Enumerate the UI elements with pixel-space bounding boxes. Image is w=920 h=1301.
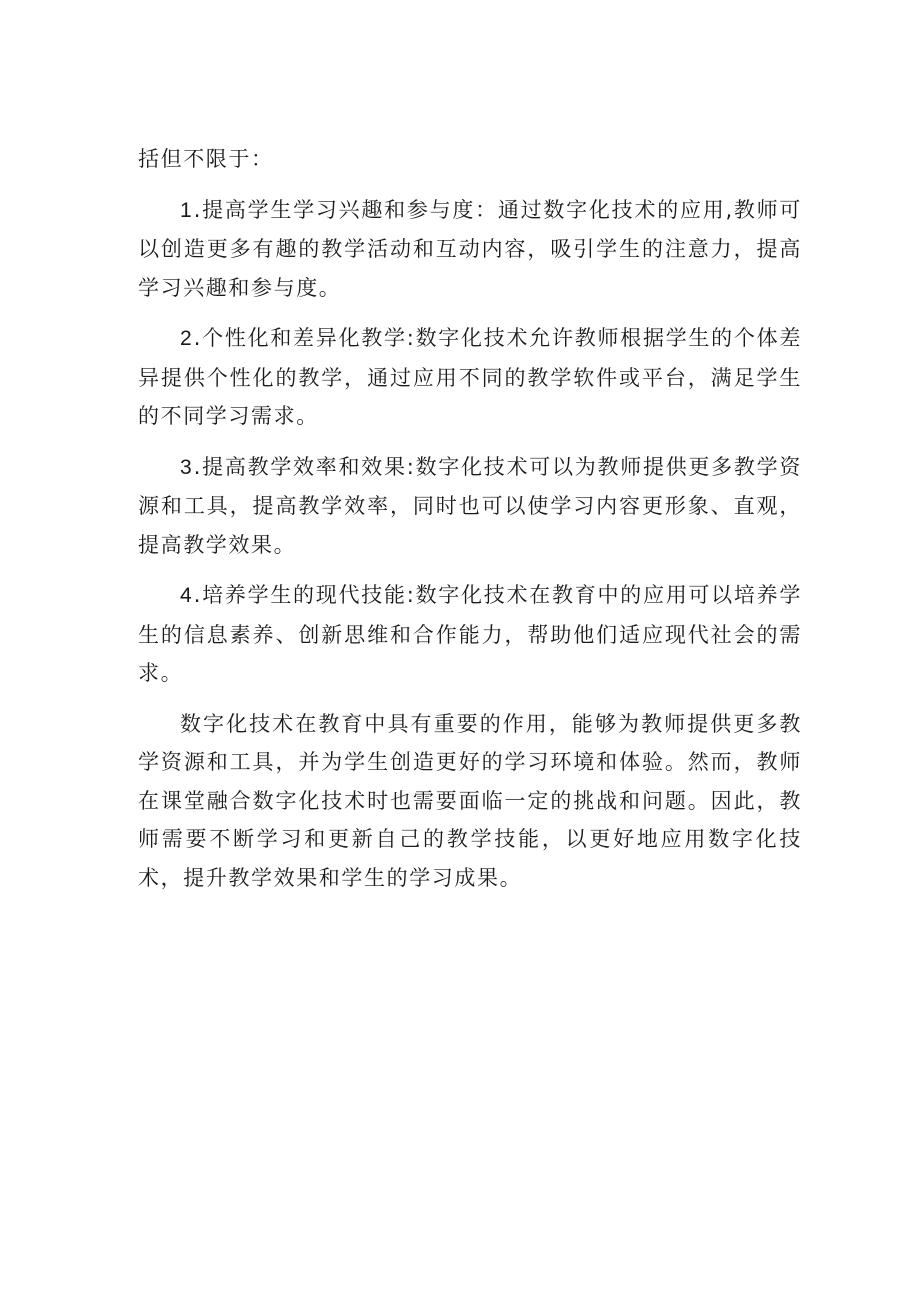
list-item-number: 3 (180, 455, 192, 479)
conclusion-paragraph: 数字化技术在教育中具有重要的作用，能够为教师提供更多教学资源和工具，并为学生创造更好的学习环境和体验。然而，教师在课堂融合数字化技术时也需要面临一定的挑战和问题。因此，教师需要不断学习和更新自己的教学技能，以更好地应用数字化技术，提升教学效果和学生的学习成果。 (138, 711, 802, 890)
list-item (138, 448, 802, 565)
list-item-text: .个性化和差异化教学:数字化技术允许教师根据学生的个体差异提供个性化的教学，通过应用不同的教学软件或平台，满足学生的不同学习需求。 (138, 326, 802, 428)
list-item-text: .提高学生学习兴趣和参与度：通过数字化技术的应用,教师可以创造更多有趣的教学活动和互动内容，吸引学生的注意力，提高学习兴趣和参与度。 (138, 197, 802, 300)
list-item-text: .提高教学效率和效果:数字化技术可以为教师提供更多教学资源和工具，提高教学效率，同时也可以使学习内容更形象、直观，提高教学效果。 (138, 454, 802, 557)
list-item-text: .培养学生的现代技能:数字化技术在教育中的应用可以培养学生的信息素养、创新思维和合作能力，帮助他们适应现代社会的需求。 (138, 583, 802, 685)
list-item-number: 2 (180, 327, 192, 350)
list-item (138, 319, 802, 436)
list-item (138, 191, 802, 308)
list-item-number: 1 (180, 198, 192, 222)
document-body (138, 140, 802, 897)
list-item (138, 576, 802, 693)
intro-paragraph: 括但不限于： (138, 147, 274, 171)
list-item-number: 4 (180, 584, 192, 607)
